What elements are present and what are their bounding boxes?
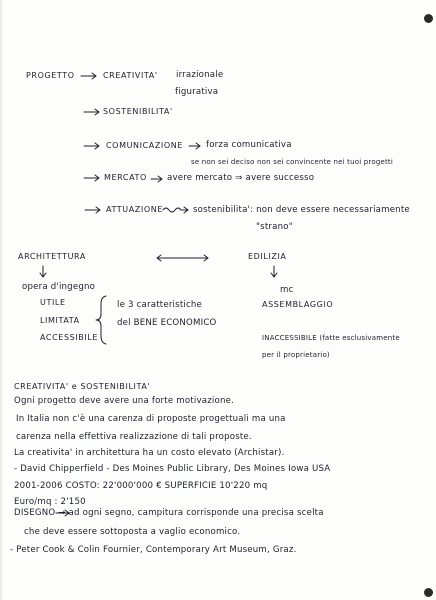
architettura-title: ARCHITETTURA [18,252,86,261]
arrow-icon [84,109,99,115]
attuazione-note: "strano" [256,222,293,232]
arrow-icon [84,175,99,181]
creativita-note: irrazionale [176,70,224,80]
accessibile-label: ACCESSIBILE [40,333,99,342]
note-line: 2001-2006 COSTO: 22'000'000 € SUPERFICIE 10'220 mq [14,481,268,491]
note-line: In Italia non c'è una carenza di proposte progettuali ma una [16,414,286,424]
arrow-icon [81,73,96,79]
mercato-note: avere mercato ⇒ avere successo [167,173,315,183]
arrow-icon [84,143,99,149]
inaccessibile-text: per il proprietario) [262,351,330,359]
mercato-label: MERCATO [104,173,147,182]
arrow-icon [85,207,100,213]
comunicazione-label: COMUNICAZIONE [106,141,184,150]
limitata-label: LIMITATA [40,316,80,325]
note-line: Euro/mq : 2'150 [14,497,86,507]
sostenibilita-label: SOSTENIBILITA' [103,107,173,116]
note-line: Ogni progetto deve avere una forte motivazione. [14,396,235,406]
comunicazione-note: se non sei deciso non sei convincente nei tuoi progetti [191,158,394,166]
edilizia-title: EDILIZIA [248,252,287,261]
comunicazione-note: forza comunicativa [206,140,292,150]
attuazione-note: sostenibilita': non deve essere necessariamente [193,205,410,215]
tilde-arrow-icon [163,207,188,213]
down-arrow-icon [40,266,46,277]
section-heading: CREATIVITA' e SOSTENIBILITA' [14,382,151,391]
assemblaggio-label: ASSEMBLAGGIO [262,300,334,309]
attuazione-label: ATTUAZIONE [106,205,163,214]
utile-label: UTILE [40,298,66,307]
down-arrow-icon [271,266,277,277]
double-arrow-icon [157,255,208,261]
note-line: La creativita' in architettura ha un costo elevato (Archistar). [14,448,285,458]
brace-note: le 3 caratteristiche [117,300,203,310]
inaccessibile-text: INACCESSIBILE (fatte esclusivamente [262,334,400,342]
arrow-icon [189,143,200,149]
note-line: DISEGNO → ad ogni segno, campitura corrisponde una precisa scelta [14,508,324,518]
mc-text: mc [280,285,294,295]
note-line: che deve essere sottoposta a vaglio economico. [24,527,241,537]
arrow-icon [151,176,162,182]
note-line: - David Chipperfield - Des Moines Public Library, Des Moines Iowa USA [14,464,331,474]
creativita-note: figurativa [175,87,219,97]
opera-text: opera d'ingegno [22,282,96,292]
progetto-title: PROGETTO [26,71,75,80]
brace-note: del BENE ECONOMICO [117,318,217,328]
note-line: carenza nella effettiva realizzazione di tali proposte. [16,432,252,442]
note-line: - Peter Cook & Colin Fournier, Contemporary Art Museum, Graz. [10,545,297,555]
creativita-label: CREATIVITA' [103,71,158,80]
